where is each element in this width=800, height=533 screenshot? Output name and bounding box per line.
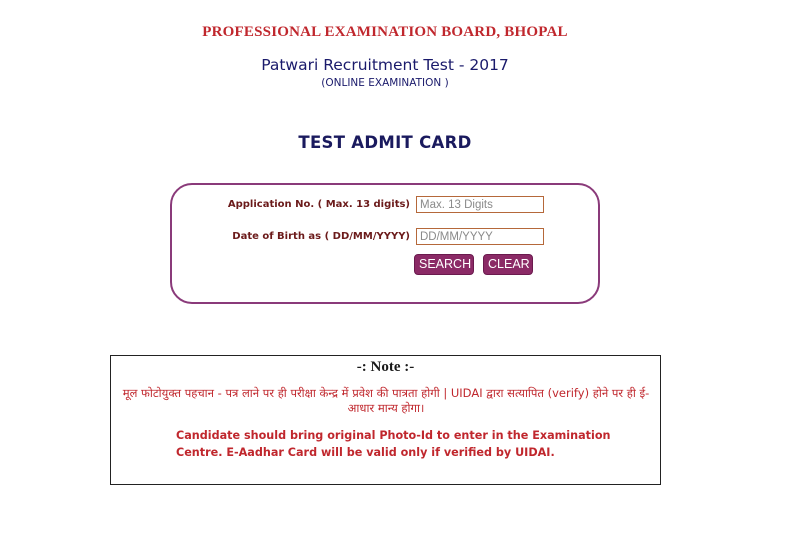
search-button[interactable]: SEARCH	[414, 254, 474, 275]
application-number-input[interactable]	[416, 196, 544, 213]
exam-subtitle: (ONLINE EXAMINATION )	[321, 77, 449, 89]
board-title: PROFESSIONAL EXAMINATION BOARD, BHOPAL	[202, 24, 568, 40]
page-title: TEST ADMIT CARD	[298, 133, 472, 152]
application-number-label: Application No. ( Max. 13 digits)	[227, 199, 410, 210]
clear-button[interactable]: CLEAR	[483, 254, 533, 275]
exam-title: Patwari Recruitment Test - 2017	[261, 56, 509, 74]
date-of-birth-input[interactable]	[416, 228, 544, 245]
note-english-text: Candidate should bring original Photo-Id to enter in the Examination Centre. E-Aadhar Card will be valid only if verified by UIDAI.	[176, 429, 611, 459]
note-heading: -: Note :-	[356, 359, 415, 375]
note-hindi-text: मूल फोटोयुक्त पहचान - पत्र लाने पर ही परीक्षा केन्द्र में प्रवेश की पात्रता होगी | UIDAI द्वारा सत्यापित (verify) होने पर ही ई-आधार मान्य होगा।	[122, 386, 650, 415]
date-of-birth-label: Date of Birth as ( DD/MM/YYYY)	[232, 231, 410, 242]
